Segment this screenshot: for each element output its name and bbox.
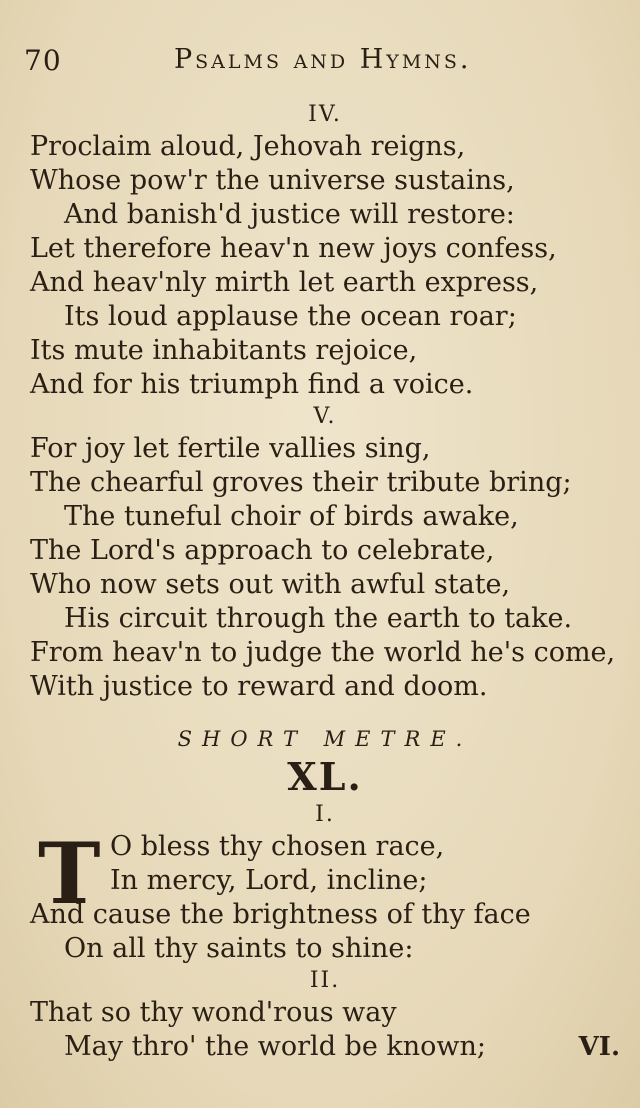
verse-line: From heav'n to judge the world he's come, (30, 637, 616, 668)
catchword: VI. (578, 1032, 620, 1062)
hymn-number: XL. (287, 754, 363, 799)
page-header (24, 44, 624, 84)
verse-line: And cause the brightness of thy face (30, 899, 531, 930)
verse-line: For joy let fertile vallies sing, (30, 433, 431, 464)
verse-line: In mercy, Lord, incline; (110, 865, 428, 896)
stanza-number: I. (315, 802, 335, 827)
verse-line: Let therefore heav'n new joys confess, (30, 233, 557, 264)
verse-line: The chearful groves their tribute bring; (30, 467, 572, 498)
verse-line: The tuneful choir of birds awake, (64, 501, 519, 532)
stanza-number: II. (309, 968, 341, 993)
verse-line: And for his triumph find a voice. (30, 369, 474, 400)
verse-line: And heav'nly mirth let earth express, (30, 267, 539, 298)
verse-line: Whose pow'r the universe sustains, (30, 165, 515, 196)
verse-line: With justice to reward and doom. (30, 671, 488, 702)
running-head: Psalms and Hymns. (174, 44, 472, 75)
first-stanza (30, 824, 620, 966)
page-body (30, 100, 620, 1064)
verse-line: May thro' the world be known; (64, 1031, 487, 1062)
verse-line: Its loud applause the ocean roar; (64, 301, 517, 332)
verse-line: Its mute inhabitants rejoice, (30, 335, 418, 366)
verse-line: O bless thy chosen race, (110, 831, 445, 862)
verse-line: Who now sets out with awful state, (30, 569, 511, 600)
verse-line: On all thy saints to shine: (64, 933, 414, 964)
drop-cap: T (38, 824, 101, 923)
metre-heading: SHORT METRE. (177, 727, 473, 751)
verse-line: Proclaim aloud, Jehovah reigns, (30, 131, 466, 162)
stanza-number: V. (313, 404, 337, 429)
verse-line: His circuit through the earth to take. (64, 603, 573, 634)
verse-line: And banish'd justice will restore: (64, 199, 515, 230)
page-number: 70 (24, 44, 62, 77)
verse-line: The Lord's approach to celebrate, (30, 535, 495, 566)
verse-line: That so thy wond'rous way (30, 997, 397, 1028)
stanza-number: IV. (308, 102, 342, 127)
